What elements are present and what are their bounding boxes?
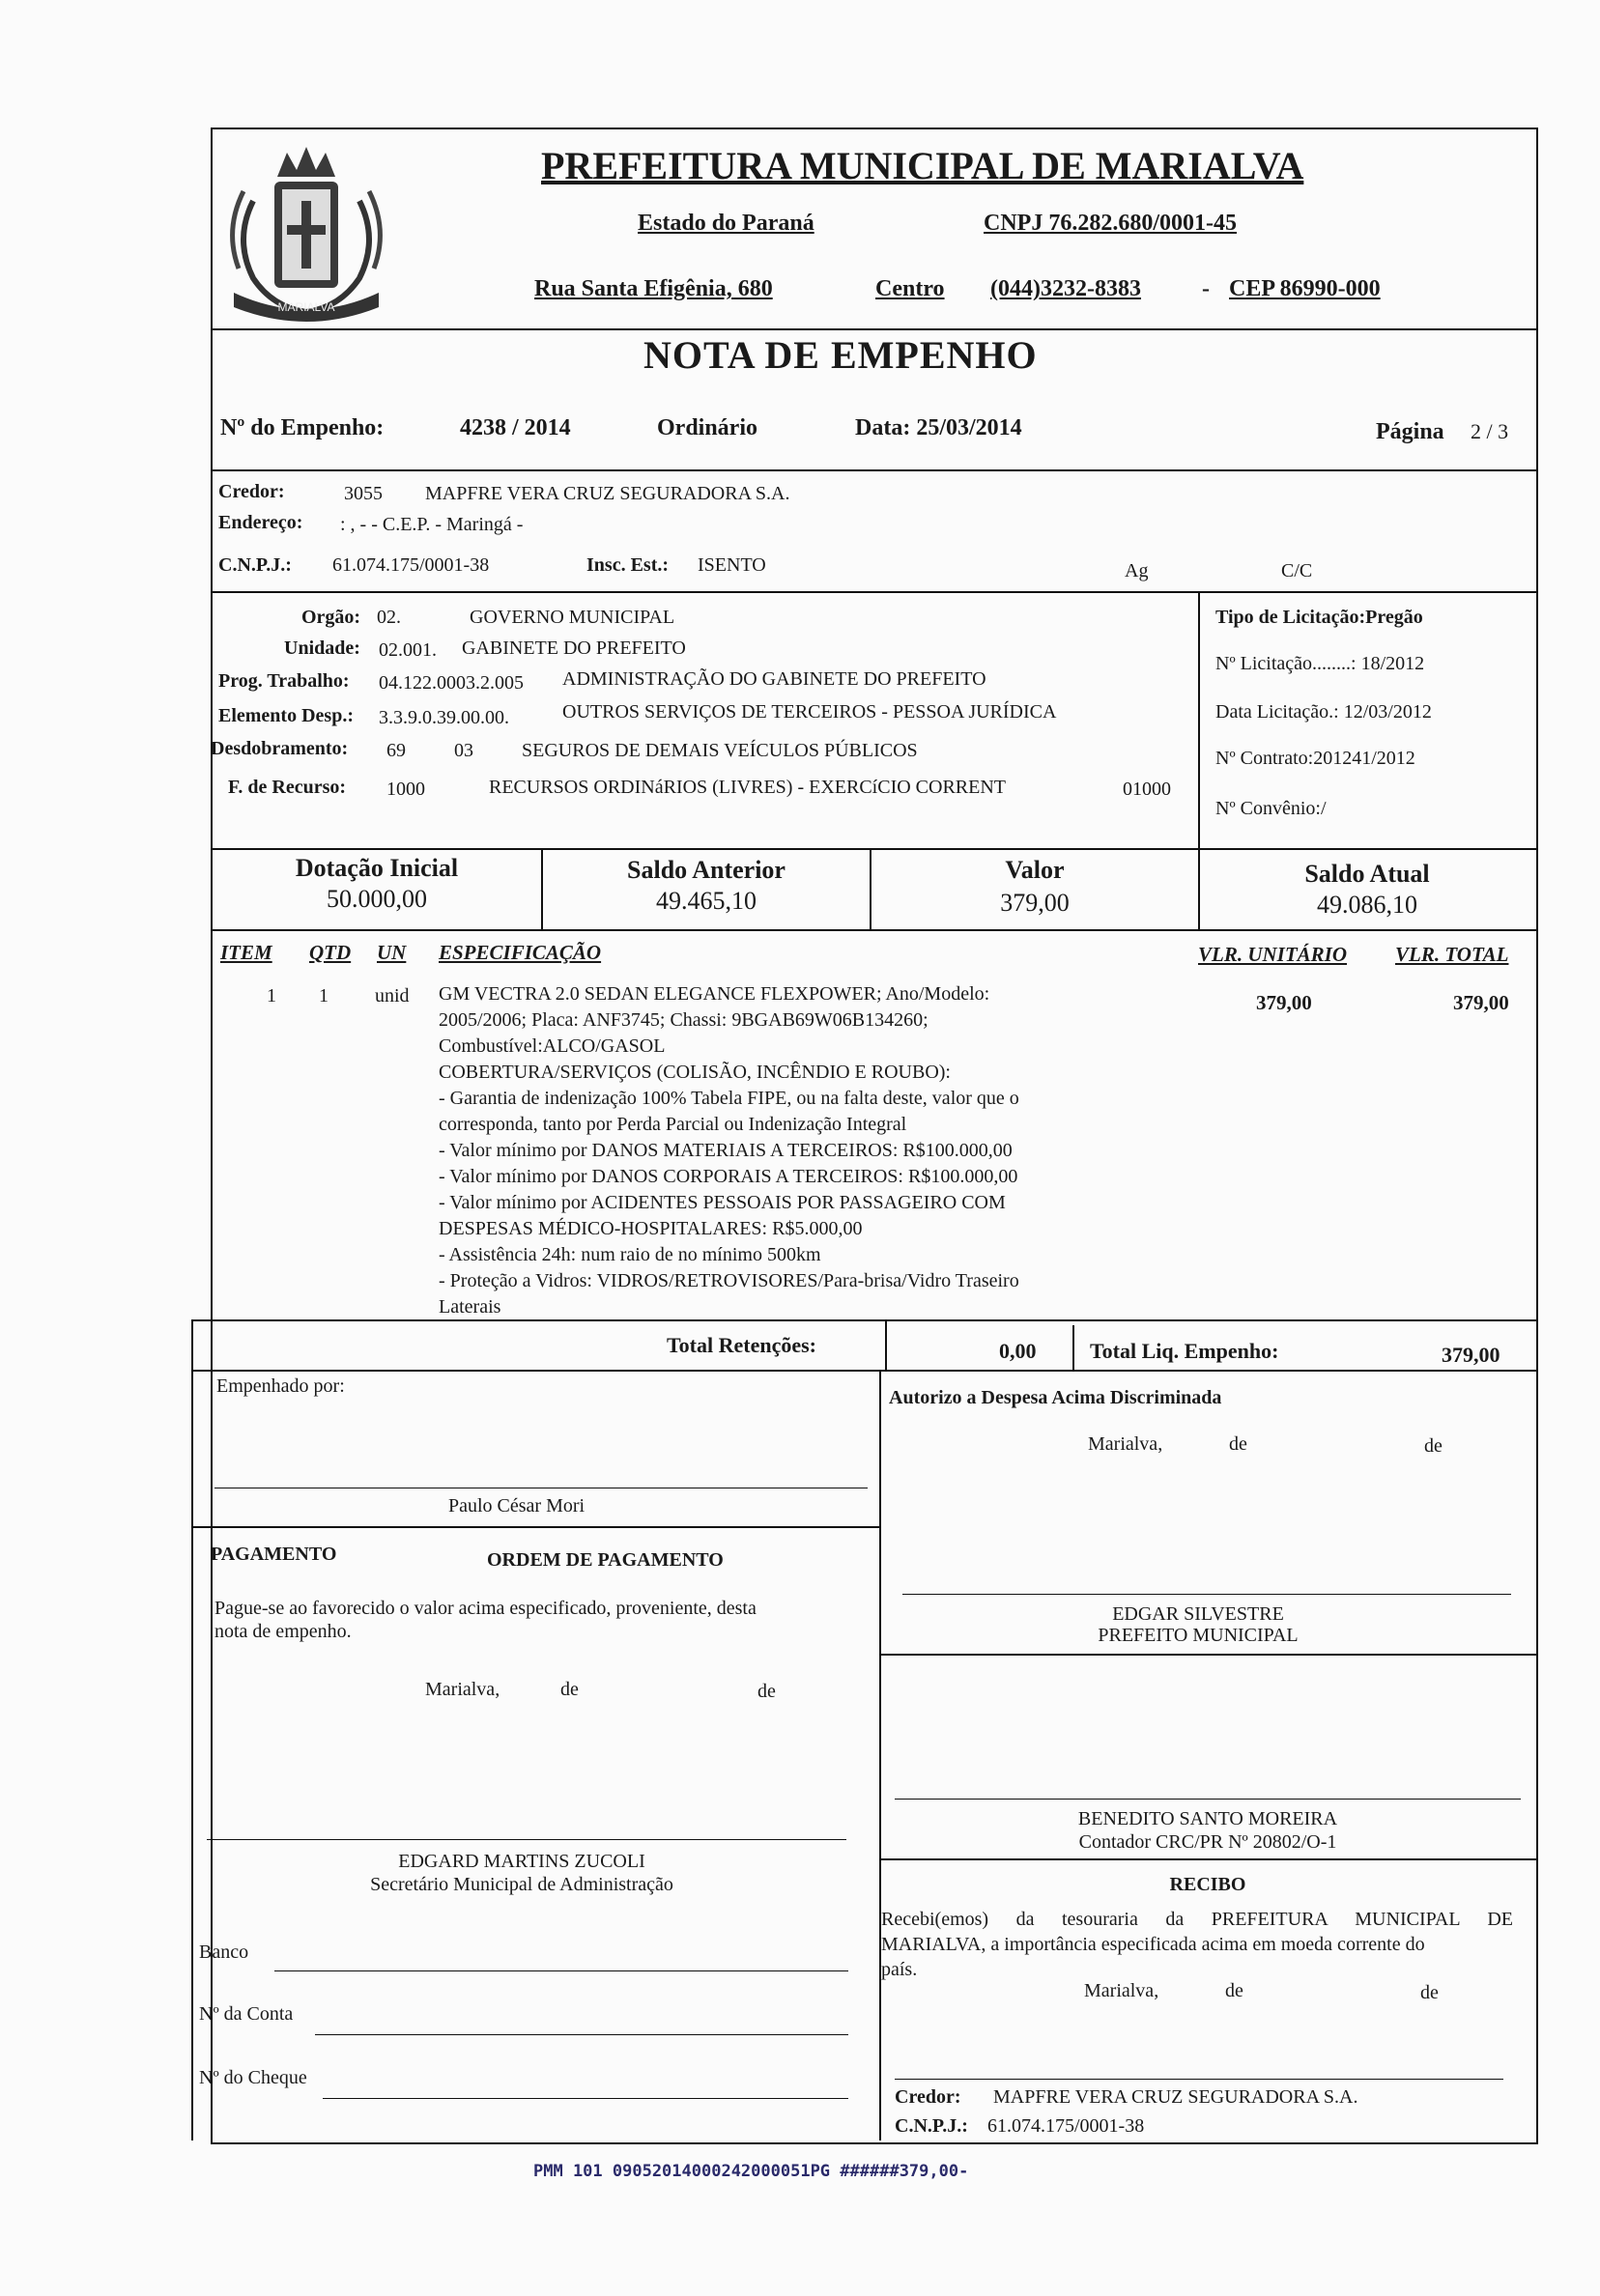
item-number: 1: [267, 985, 276, 1006]
divider-vertical: [1198, 591, 1200, 850]
desdobramento-sub: 03: [454, 740, 473, 761]
recurso-label: F. de Recurso:: [228, 777, 347, 798]
recibo-de2: de: [1420, 1982, 1439, 2003]
elemento-code: 3.3.9.0.39.00.00.: [379, 707, 509, 728]
header-phone: (044)3232-8383: [990, 276, 1141, 301]
spec-line: corresponda, tanto por Perda Parcial ou Indenização Integral: [439, 1114, 907, 1135]
ag-label: Ag: [1125, 560, 1149, 581]
empenho-number: 4238 / 2014: [460, 415, 571, 440]
recibo-line-2: MARIALVA, a importância especificada acima em moeda corrente do: [881, 1934, 1425, 1955]
autorizo-de1: de: [1229, 1433, 1247, 1455]
conta-line: [315, 2034, 848, 2035]
orgao-desc: GOVERNO MUNICIPAL: [470, 607, 675, 628]
col-item: ITEM: [220, 941, 272, 964]
pagamento-de2: de: [757, 1681, 776, 1702]
spec-line: Combustível:ALCO/GASOL: [439, 1035, 666, 1057]
divider-vertical: [191, 1319, 193, 2140]
pagamento-text-1: Pague-se ao favorecido o valor acima especificado, proveniente, desta: [214, 1598, 757, 1619]
unidade-label: Unidade:: [284, 638, 360, 659]
retencoes-value: 0,00: [999, 1339, 1037, 1363]
autorizo-de2: de: [1424, 1435, 1443, 1457]
anterior-value: 49.465,10: [656, 887, 757, 915]
col-qtd: QTD: [309, 941, 352, 964]
autorizo-title: Autorizo a Despesa Acima Discriminada: [889, 1387, 1222, 1408]
divider: [881, 1654, 1536, 1656]
credor-cnpj-label: C.N.P.J.:: [218, 554, 292, 576]
recibo-credor-value: MAPFRE VERA CRUZ SEGURADORA S.A.: [993, 2086, 1358, 2108]
elemento-label: Elemento Desp.:: [218, 705, 354, 726]
divider: [193, 1370, 1536, 1372]
numero-convenio: Nº Convênio:/: [1215, 798, 1327, 819]
divider-vertical: [879, 1372, 881, 2140]
spec-line: GM VECTRA 2.0 SEDAN ELEGANCE FLEXPOWER; Ano/Modelo:: [439, 983, 990, 1005]
unidade-desc: GABINETE DO PREFEITO: [462, 638, 686, 659]
divider-vertical: [1072, 1325, 1074, 1370]
recibo-place: Marialva,: [1084, 1980, 1159, 2001]
header-district: Centro: [875, 276, 945, 301]
insc-label: Insc. Est.:: [586, 554, 670, 576]
desdobramento-label: Desdobramento:: [211, 738, 349, 759]
prog-label: Prog. Trabalho:: [218, 670, 350, 692]
credor-name: MAPFRE VERA CRUZ SEGURADORA S.A.: [425, 483, 790, 504]
recibo-line-1: Recebi(emos) da tesouraria da PREFEITURA MUNICIPAL DE: [881, 1909, 1513, 1930]
spec-line: - Assistência 24h: num raio de no mínimo 500km: [439, 1244, 821, 1265]
cheque-label: Nº do Cheque: [199, 2067, 307, 2088]
conta-label: Nº da Conta: [199, 2003, 294, 2025]
spec-line: COBERTURA/SERVIÇOS (COLISÃO, INCÊNDIO E ROUBO):: [439, 1062, 951, 1083]
banco-line: [274, 1970, 848, 1971]
banco-label: Banco: [199, 1942, 249, 1963]
liq-value: 379,00: [1442, 1343, 1500, 1367]
header-title: PREFEITURA MUNICIPAL DE MARIALVA: [541, 144, 1304, 187]
pagamento-text-2: nota de empenho.: [214, 1621, 352, 1642]
pagamento-de1: de: [560, 1679, 579, 1700]
prefeito-role: PREFEITO MUNICIPAL: [1098, 1625, 1299, 1646]
recibo-cnpj-value: 61.074.175/0001-38: [987, 2115, 1145, 2137]
data-licitacao: Data Licitação.: 12/03/2012: [1215, 701, 1432, 723]
spec-line: DESPESAS MÉDICO-HOSPITALARES: R$5.000,00: [439, 1218, 863, 1239]
contador-name: BENEDITO SANTO MOREIRA: [1077, 1808, 1338, 1829]
desdobramento-desc: SEGUROS DE DEMAIS VEÍCULOS PÚBLICOS: [522, 740, 918, 761]
secretario-role: Secretário Municipal de Administração: [370, 1874, 673, 1895]
orgao-code: 02.: [377, 607, 401, 628]
divider: [211, 469, 1536, 471]
empenho-date: Data: 25/03/2014: [855, 415, 1022, 440]
validation-stamp: PMM 101 09052014000242000051PG ######379,00-: [533, 2162, 969, 2181]
numero-licitacao: Nº Licitação........: 18/2012: [1215, 653, 1425, 674]
col-vlr-unit: VLR. UNITÁRIO: [1198, 943, 1348, 966]
ordem-title: ORDEM DE PAGAMENTO: [487, 1549, 724, 1571]
header-cep: CEP 86990-000: [1229, 276, 1381, 301]
credor-code: 3055: [344, 483, 383, 504]
cheque-line: [323, 2098, 848, 2099]
recibo-de1: de: [1225, 1980, 1243, 2001]
item-un: unid: [375, 985, 410, 1006]
orgao-label: Orgão:: [301, 607, 361, 628]
divider: [193, 1319, 1536, 1321]
spec-line: - Valor mínimo por ACIDENTES PESSOAIS POR PASSAGEIRO COM: [439, 1192, 1006, 1213]
spec-line: Laterais: [439, 1296, 501, 1318]
contador-role: Contador CRC/PR Nº 20802/O-1: [1078, 1831, 1337, 1853]
pagamento-place: Marialva,: [425, 1679, 500, 1700]
tipo-licitacao: Tipo de Licitação:Pregão: [1215, 607, 1423, 628]
dotacao-value: 50.000,00: [327, 885, 427, 913]
cc-label: C/C: [1281, 560, 1313, 581]
signature-line: [902, 1594, 1511, 1595]
col-spec: ESPECIFICAÇÃO: [439, 941, 602, 964]
credor-cnpj-value: 61.074.175/0001-38: [332, 554, 490, 576]
recurso-desc: RECURSOS ORDINáRIOS (LIVRES) - EXERCíCIO CORRENT: [489, 777, 1007, 798]
signature-line: [895, 2079, 1503, 2080]
header-address: Rua Santa Efigênia, 680: [534, 276, 773, 301]
prog-desc: ADMINISTRAÇÃO DO GABINETE DO PREFEITO: [562, 668, 986, 690]
divider-vertical: [885, 1319, 887, 1372]
recibo-credor-label: Credor:: [895, 2086, 961, 2108]
divider: [881, 1858, 1536, 1860]
retencoes-label: Total Retenções:: [667, 1333, 816, 1357]
valor-label: Valor: [1005, 856, 1065, 884]
header-cnpj: CNPJ 76.282.680/0001-45: [984, 211, 1237, 236]
page-number: 2 / 3: [1471, 419, 1509, 443]
spec-line: - Valor mínimo por DANOS MATERIAIS A TERCEIROS: R$100.000,00: [439, 1140, 1013, 1161]
endereco-label: Endereço:: [218, 512, 303, 533]
recibo-title: RECIBO: [1169, 1874, 1246, 1895]
recurso-extra: 01000: [1123, 779, 1171, 800]
dotacao-label: Dotação Inicial: [295, 854, 459, 882]
pagamento-label: PAGAMENTO: [211, 1544, 337, 1565]
spec-line: 2005/2006; Placa: ANF3745; Chassi: 9BGAB69W06B134260;: [439, 1009, 929, 1031]
item-specification: [439, 981, 1134, 1320]
spec-line: - Proteção a Vidros: VIDROS/RETROVISORES/Para-brisa/Vidro Traseiro: [439, 1270, 1019, 1291]
signature-line: [895, 1799, 1521, 1800]
divider: [211, 591, 1536, 593]
coat-of-arms: [214, 133, 398, 326]
numero-contrato: Nº Contrato:201241/2012: [1215, 748, 1415, 769]
empenho-type: Ordinário: [657, 415, 758, 440]
col-un: UN: [377, 941, 407, 964]
anterior-label: Saldo Anterior: [627, 856, 786, 884]
divider: [211, 328, 1536, 330]
item-vlr-total: 379,00: [1453, 991, 1509, 1014]
prog-code: 04.122.0003.2.005: [379, 672, 524, 694]
col-vlr-total: VLR. TOTAL: [1395, 943, 1509, 966]
credor-label: Credor:: [218, 481, 285, 502]
recibo-line-3: país.: [881, 1959, 918, 1980]
autorizo-place: Marialva,: [1088, 1433, 1163, 1455]
elemento-desc: OUTROS SERVIÇOS DE TERCEIROS - PESSOA JURÍDICA: [562, 701, 1057, 723]
empenho-label: Nº do Empenho:: [220, 415, 385, 440]
spec-line: - Valor mínimo por DANOS CORPORAIS A TERCEIROS: R$100.000,00: [439, 1166, 1018, 1187]
spec-line: - Garantia de indenização 100% Tabela FIPE, ou na falta deste, valor que o: [439, 1088, 1019, 1109]
page-label: Página: [1376, 419, 1444, 444]
endereco-value: : , - - C.E.P. - Maringá -: [340, 514, 524, 535]
header-state: Estado do Paraná: [638, 211, 814, 236]
divider: [193, 1526, 881, 1528]
valor-value: 379,00: [1000, 889, 1070, 917]
atual-label: Saldo Atual: [1304, 860, 1430, 888]
unidade-code: 02.001.: [379, 639, 437, 661]
recibo-cnpj-label: C.N.P.J.:: [895, 2115, 968, 2137]
item-qtd: 1: [319, 985, 329, 1006]
liq-label: Total Liq. Empenho:: [1090, 1339, 1279, 1363]
secretario-name: EDGARD MARTINS ZUCOLI: [398, 1851, 645, 1872]
svg-text:MARIALVA: MARIALVA: [277, 300, 335, 314]
recurso-code: 1000: [386, 779, 425, 800]
atual-value: 49.086,10: [1317, 891, 1417, 919]
prefeito-name: EDGAR SILVESTRE: [1112, 1603, 1284, 1625]
empenhado-label: Empenhado por:: [216, 1375, 345, 1397]
document-title: NOTA DE EMPENHO: [643, 333, 1038, 377]
insc-value: ISENTO: [698, 554, 766, 576]
header-sep: -: [1202, 276, 1210, 301]
empenhado-name: Paulo César Mori: [448, 1495, 586, 1516]
item-vlr-unit: 379,00: [1256, 991, 1312, 1014]
signature-line: [207, 1839, 846, 1840]
desdobramento-code: 69: [386, 740, 406, 761]
